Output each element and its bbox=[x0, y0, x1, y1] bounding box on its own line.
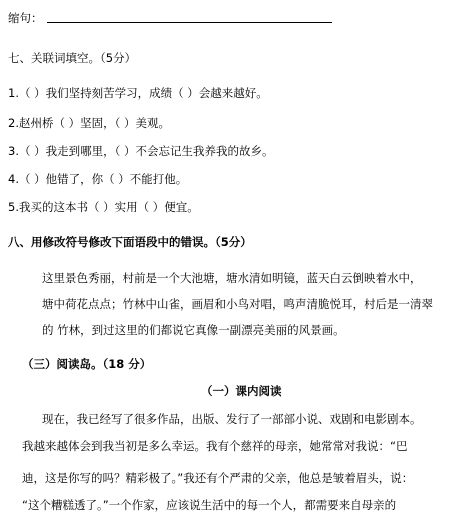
paragraph-line: 的 竹林，到过这里的们都说它真像一副漂亮美丽的风景画。 bbox=[42, 323, 345, 337]
section7-heading: 七、关联词填空。（5分） bbox=[8, 51, 137, 65]
section8-heading: 八、用修改符号修改下面语段中的错误。（5分） bbox=[8, 235, 252, 249]
reading-line: 我越来越体会到我当初是多么幸运。我有个慈祥的母亲，她常常对我说：“巴 bbox=[22, 439, 408, 453]
answer-underline[interactable] bbox=[47, 22, 332, 23]
section7-item-1: 1.（ ）我们坚持刻苦学习，成绩（ ）会越来越好。 bbox=[8, 86, 268, 100]
section7-item-2: 2.赵州桥（ ）坚固，（ ）美观。 bbox=[8, 116, 171, 130]
paragraph-line: 塘中荷花点点；竹林中山雀，画眉和小鸟对唱，鸣声清脆悦耳，村后是一清翠 bbox=[42, 297, 433, 311]
section7-item-3: 3.（ ）我走到哪里，（ ）不会忘记生我养我的故乡。 bbox=[8, 144, 274, 158]
reading-line: “这个糟糕透了。”一个作家，应该说生活中的每一个人，都需要来自母亲的 bbox=[22, 498, 397, 512]
section7-item-4: 4.（ ）他错了，你（ ）不能打他。 bbox=[8, 172, 188, 186]
section3-heading: （三）阅读岛。（18 分） bbox=[22, 357, 152, 371]
reading-line: 现在，我已经写了很多作品，出版、发行了一部部小说、戏剧和电影剧本。 bbox=[42, 412, 422, 426]
reading-line: 迪，这是你写的吗？精彩极了。”我还有个严肃的父亲，他总是皱着眉头，说： bbox=[22, 471, 414, 485]
section7-item-5: 5.我买的这本书（ ）实用（ ）便宜。 bbox=[8, 200, 199, 214]
section3-sub-heading: （一）课内阅读 bbox=[201, 384, 282, 398]
paragraph-line: 这里景色秀丽，村前是一个大池塘，塘水清如明镜，蓝天白云倒映着水中， bbox=[42, 271, 422, 285]
suoxie-label: 缩句： bbox=[8, 10, 332, 26]
